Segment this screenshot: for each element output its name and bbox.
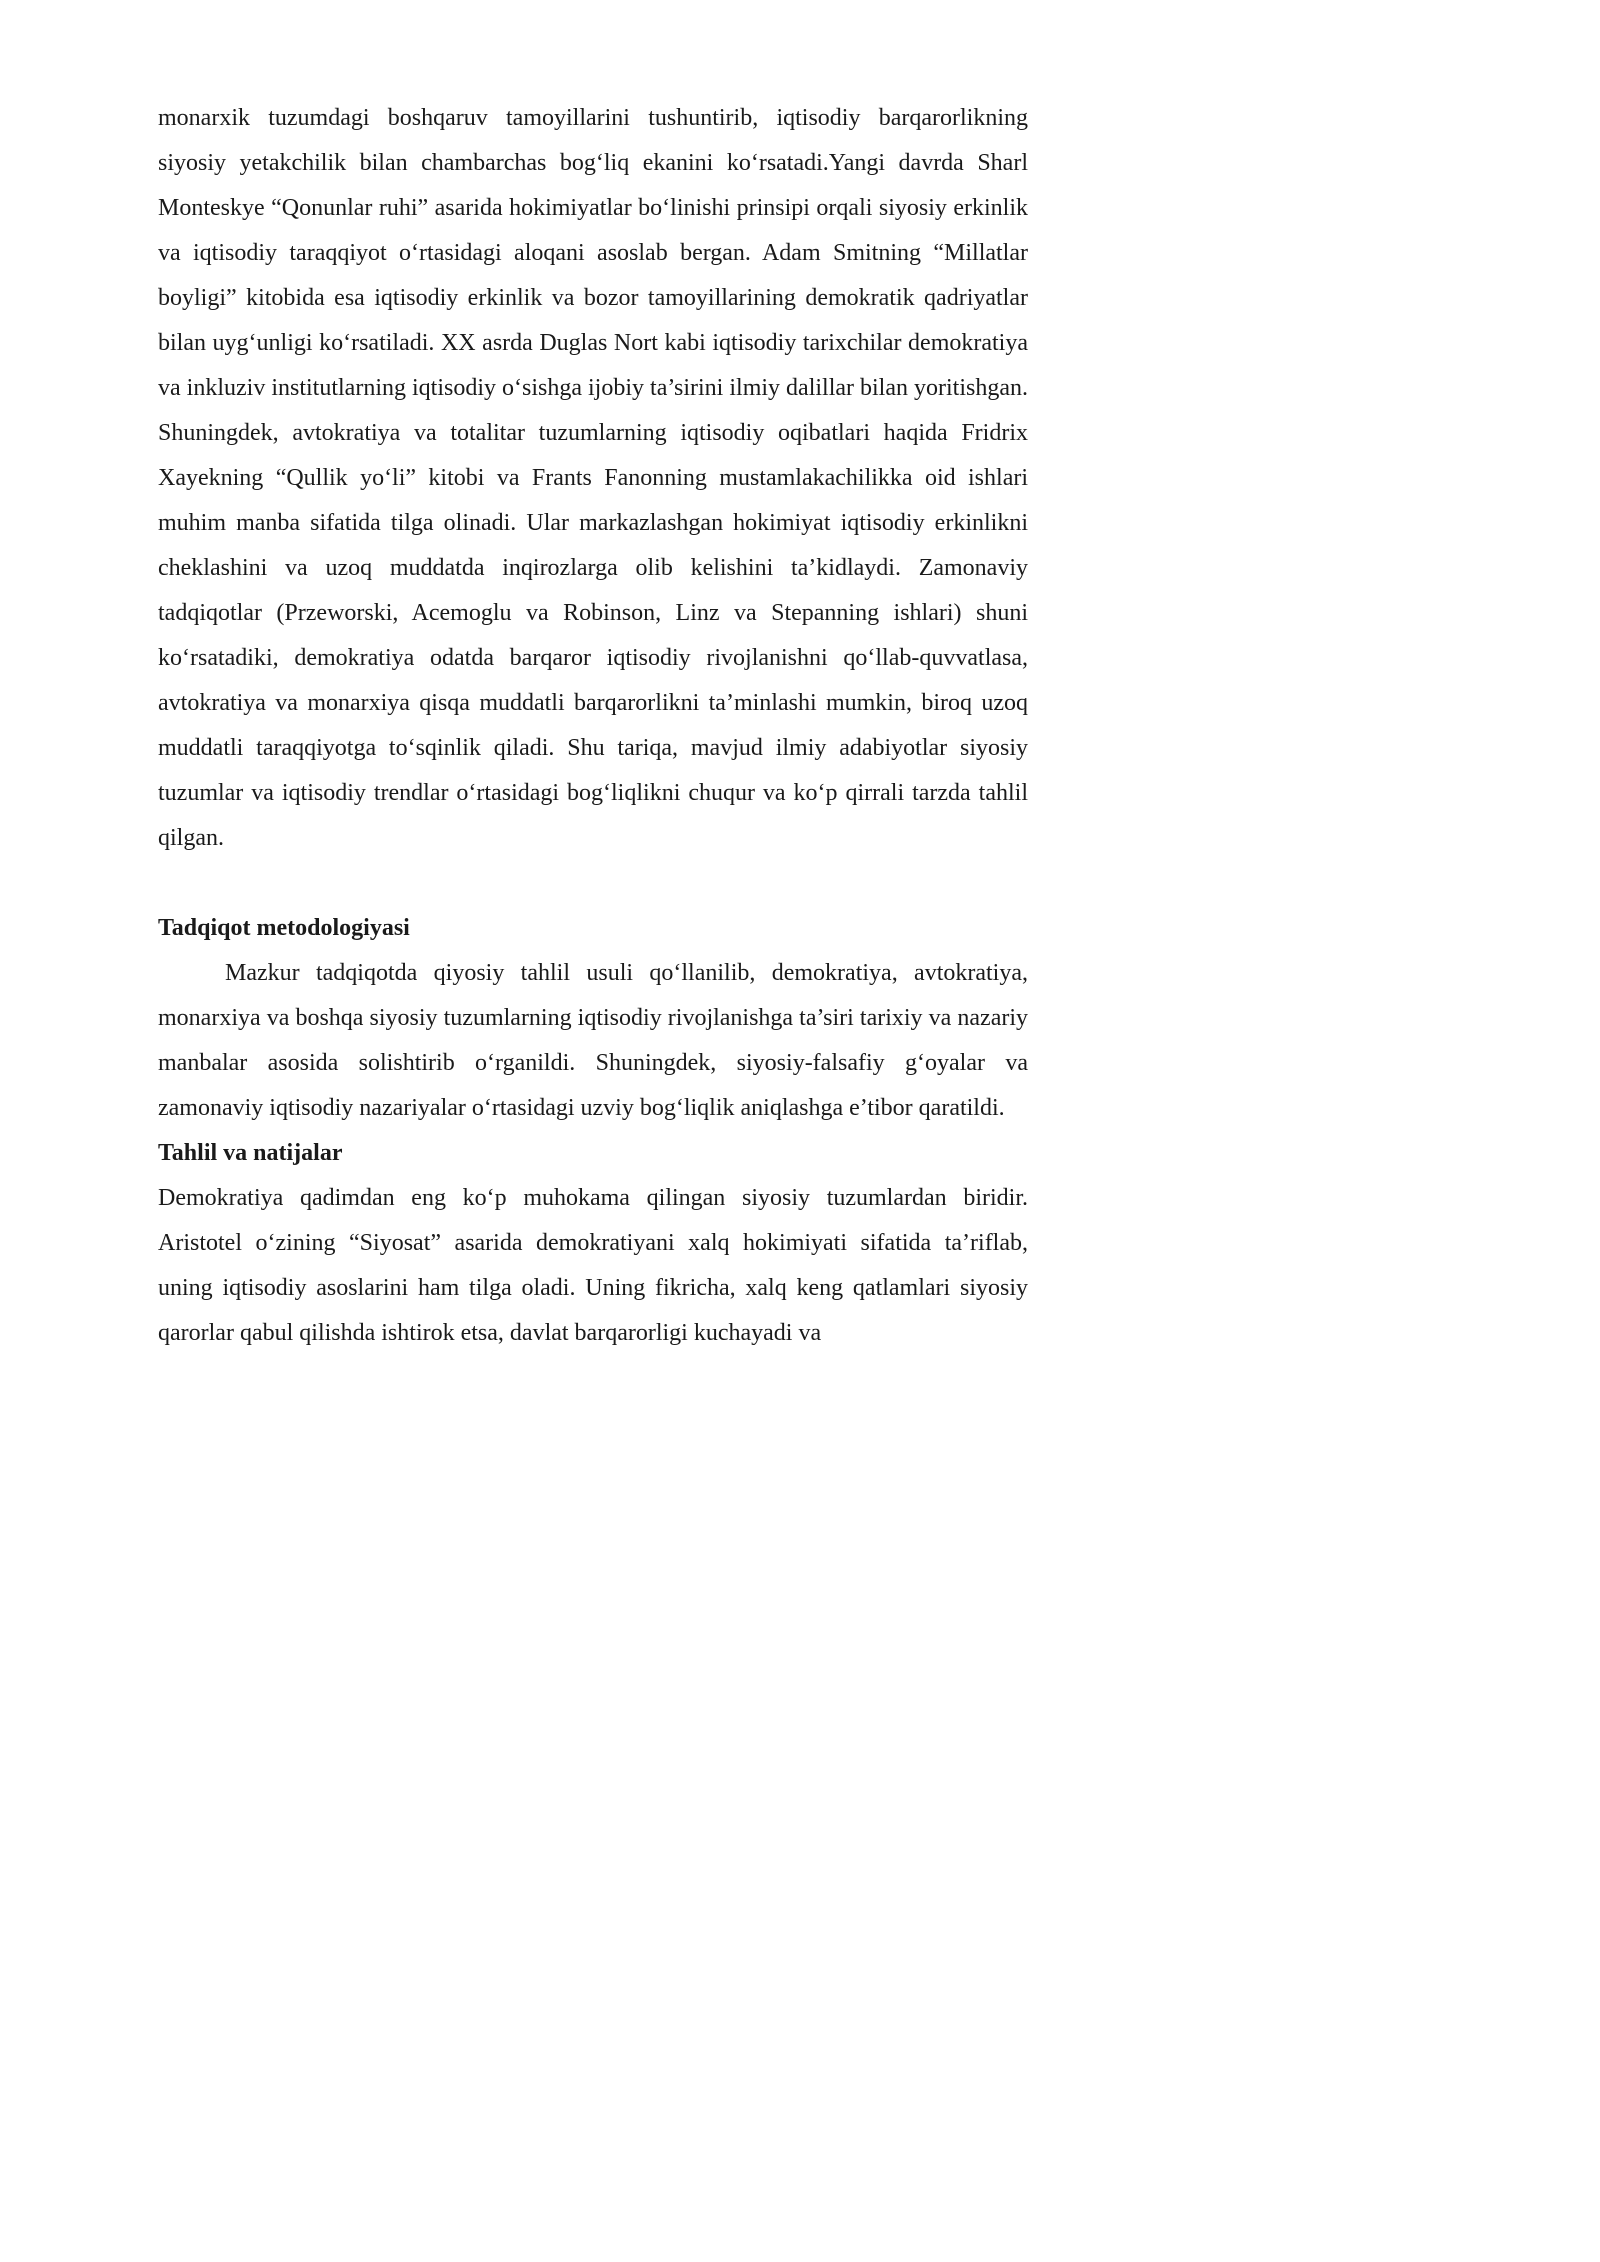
section-spacer — [158, 861, 1028, 906]
paragraph-methodology: Mazkur tadqiqotda qiyosiy tahlil usuli qo‘llanilib, demokratiya, avtokratiya, monarxiya va boshqa siyosiy tuzumlarning iqtisodiy rivojlanishga ta’siri tarixiy va nazariy manbalar asosida solishtirib o‘rganildi. Shuningdek, siyosiy-falsafiy g‘oyalar va zamonaviy iqtisodiy nazariyalar o‘rtasidagi uzviy bog‘liqlik aniqlashga e’tibor qaratildi. — [158, 960, 1028, 1121]
document-page — [158, 96, 1028, 1356]
paragraph-literature-review: monarxik tuzumdagi boshqaruv tamoyillarini tushuntirib, iqtisodiy barqarorlikning siyosiy yetakchilik bilan chambarchas bog‘liq ekanini ko‘rsatadi.Yangi davrda Sharl Monteskye “Qonunlar ruhi” asarida hokimiyatlar bo‘linishi prinsipi orqali siyosiy erkinlik va iqtisodiy taraqqiyot o‘rtasidagi aloqani asoslab bergan. Adam Smitning “Millatlar boyligi” kitobida esa iqtisodiy erkinlik va bozor tamoyillarining demokratik qadriyatlar bilan uyg‘unligi ko‘rsatiladi. XX asrda Duglas Nort kabi iqtisodiy tarixchilar demokratiya va inkluziv institutlarning iqtisodiy o‘sishga ijobiy ta’sirini ilmiy dalillar bilan yoritishgan. Shuningdek, avtokratiya va totalitar tuzumlarning iqtisodiy oqibatlari haqida Fridrix Xayekning “Qullik yo‘li” kitobi va Frants Fanonning mustamlakachilikka oid ishlari muhim manba sifatida tilga olinadi. Ular markazlashgan hokimiyat iqtisodiy erkinlikni cheklashini va uzoq muddatda inqirozlarga olib kelishini ta’kidlaydi. Zamonaviy tadqiqotlar (Przeworski, Acemoglu va Robinson, Linz va Stepanning ishlari) shuni ko‘rsatadiki, demokratiya odatda barqaror iqtisodiy rivojlanishni qo‘llab-quvvatlasa, avtokratiya va monarxiya qisqa muddatli barqarorlikni ta’minlashi mumkin, biroq uzoq muddatli taraqqiyotga to‘sqinlik qiladi. Shu tariqa, mavjud ilmiy adabiyotlar siyosiy tuzumlar va iqtisodiy trendlar o‘rtasidagi bog‘liqlikni chuqur va ko‘p qirrali tarzda tahlil qilgan. — [158, 105, 1028, 851]
heading-methodology: Tadqiqot metodologiyasi — [158, 915, 410, 941]
paragraph-analysis: Demokratiya qadimdan eng ko‘p muhokama qilingan siyosiy tuzumlardan biridir. Aristotel o‘zining “Siyosat” asarida demokratiyani xalq hokimiyati sifatida ta’riflab, uning iqtisodiy asoslarini ham tilga oladi. Uning fikricha, xalq keng qatlamlari siyosiy qarorlar qabul qilishda ishtirok etsa, davlat barqarorligi kuchayadi va — [158, 1185, 1028, 1346]
heading-analysis: Tahlil va natijalar — [158, 1140, 343, 1166]
